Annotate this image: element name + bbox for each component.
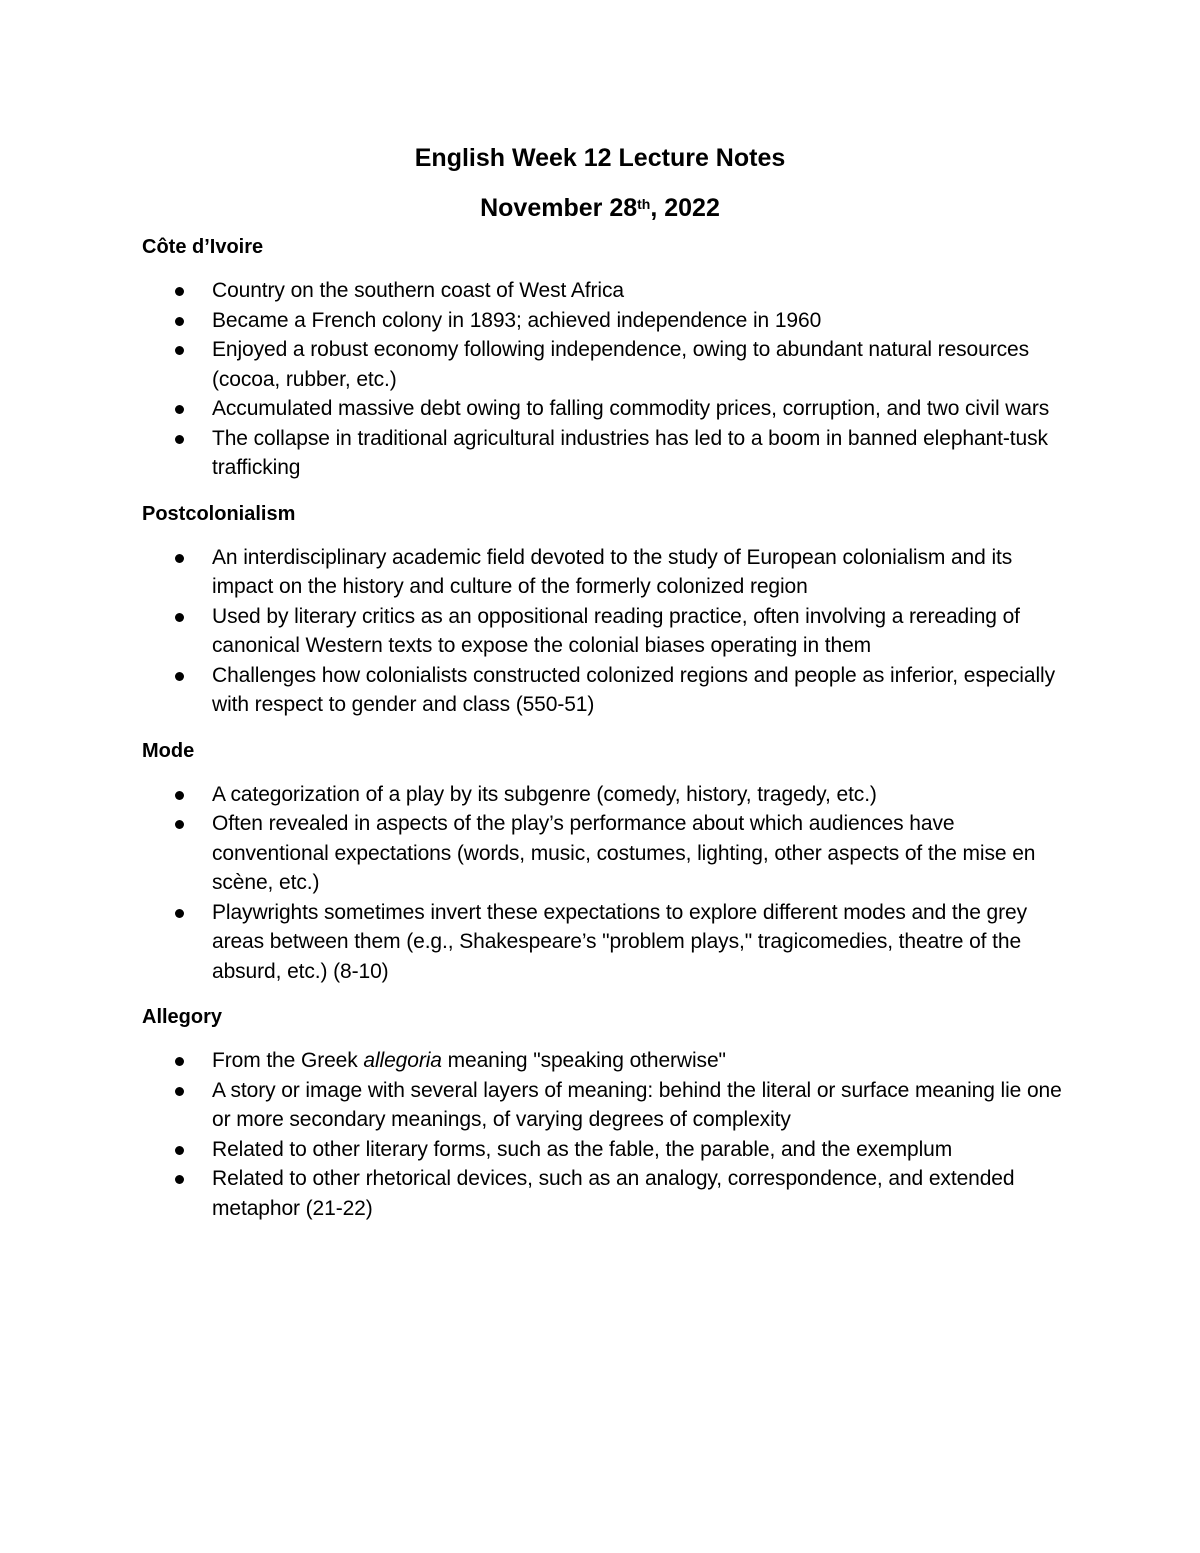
section-heading: Côte d’Ivoire	[142, 236, 264, 258]
bullet-item	[142, 276, 1072, 306]
bullet-icon	[175, 1146, 184, 1155]
bullet-text-suffix: meaning "speaking otherwise"	[441, 1049, 726, 1072]
bullet-text: Used by literary critics as an oppositional reading practice, often involving a rereading of canonical Western texts to expose the colonial biases operating in them	[212, 604, 1020, 657]
date-year: , 2022	[650, 194, 720, 222]
document-title: English Week 12 Lecture Notes	[414, 144, 786, 172]
bullet-icon	[175, 613, 184, 622]
bullet-text: The collapse in traditional agricultural industries has led to a boom in banned elephant-tusk trafficking	[212, 426, 1048, 479]
bullet-item	[142, 306, 1072, 336]
section-heading: Mode	[142, 739, 195, 762]
bullet-item	[142, 1135, 1072, 1165]
bullet-icon	[175, 672, 184, 681]
bullet-item	[142, 424, 1072, 483]
bullet-item	[142, 898, 1072, 987]
bullet-icon	[175, 405, 184, 414]
bullet-item	[142, 661, 1072, 720]
bullet-item	[142, 1164, 1072, 1223]
section-postcolonialism	[142, 501, 1072, 720]
bullet-text: An interdisciplinary academic field devoted to the study of European colonialism and its impact on the history and culture of the formerly colonized region	[212, 545, 1013, 598]
bullet-icon	[175, 435, 184, 444]
document-page	[142, 140, 1072, 1223]
date-main: November 28	[480, 194, 638, 222]
section-mode	[142, 738, 1072, 987]
bullet-icon	[175, 909, 184, 918]
bullet-icon	[175, 554, 184, 563]
section-cote-divoire	[142, 234, 1072, 483]
bullet-text: Challenges how colonialists constructed colonized regions and people as inferior, especially with respect to gender and class (550-51)	[212, 663, 1055, 716]
bullet-list	[142, 780, 1072, 987]
bullet-text: Related to other rhetorical devices, such as an analogy, correspondence, and extended metaphor (21-22)	[212, 1167, 1015, 1220]
bullet-icon	[175, 791, 184, 800]
bullet-icon	[175, 317, 184, 326]
section-heading: Allegory	[142, 1006, 223, 1028]
bullet-item	[142, 1046, 1072, 1076]
section-heading: Postcolonialism	[142, 502, 296, 525]
bullet-icon	[175, 346, 184, 355]
bullet-item	[142, 335, 1072, 394]
bullet-text: Enjoyed a robust economy following independence, owing to abundant natural resources (cocoa, rubber, etc.)	[212, 338, 1029, 391]
bullet-icon	[175, 1175, 184, 1184]
bullet-item	[142, 780, 1072, 810]
bullet-icon	[175, 287, 184, 296]
bullet-icon	[175, 1087, 184, 1096]
bullet-list	[142, 276, 1072, 483]
bullet-text: Playwrights sometimes invert these expectations to explore different modes and the grey areas between them (e.g., Shakespeare’s "problem plays," tragicomedies, theatre of the absurd, etc.) (8-10)	[212, 900, 1028, 983]
date-ordinal-suffix: th	[637, 196, 651, 212]
bullet-text: Accumulated massive debt owing to falling commodity prices, corruption, and two civil wars	[212, 397, 1050, 420]
bullet-item	[142, 1076, 1072, 1135]
bullet-item	[142, 809, 1072, 898]
bullet-text: Often revealed in aspects of the play’s performance about which audiences have conventional expectations (words, music, costumes, lighting, other aspects of the mise en scène, etc.)	[212, 812, 1036, 894]
bullet-text: A story or image with several layers of meaning: behind the literal or surface meaning lie one or more secondary meanings, of varying degrees of complexity	[212, 1078, 1062, 1131]
bullet-list	[142, 1046, 1072, 1223]
bullet-item	[142, 602, 1072, 661]
bullet-item	[142, 543, 1072, 602]
bullet-icon	[175, 820, 184, 829]
bullet-text-italic-term: allegoria	[363, 1049, 442, 1072]
bullet-text: A categorization of a play by its subgenre (comedy, history, tragedy, etc.)	[212, 782, 877, 806]
bullet-text: Related to other literary forms, such as the fable, the parable, and the exemplum	[212, 1137, 953, 1161]
bullet-text-prefix: From the Greek	[212, 1049, 364, 1072]
bullet-list	[142, 543, 1072, 720]
bullet-text: Became a French colony in 1893; achieved independence in 1960	[212, 308, 822, 332]
document-date	[142, 190, 1058, 226]
bullet-text: Country on the southern coast of West Africa	[212, 279, 624, 302]
bullet-icon	[175, 1057, 184, 1066]
bullet-item	[142, 394, 1072, 424]
section-allegory	[142, 1004, 1072, 1223]
